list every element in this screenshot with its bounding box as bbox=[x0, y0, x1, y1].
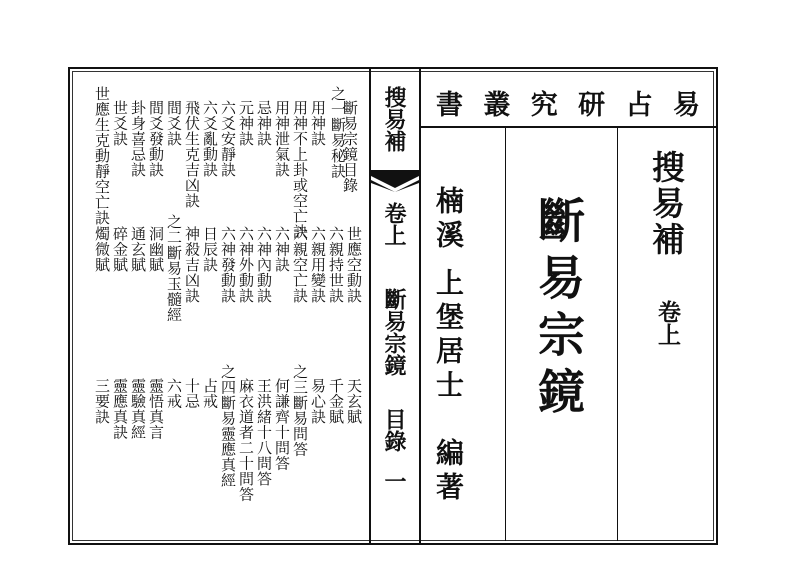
cover-center-title: 斷易宗鏡 bbox=[530, 196, 585, 424]
toc-item: 靈應真訣 bbox=[111, 378, 129, 440]
spine-section: 目錄 bbox=[381, 408, 407, 452]
toc-item: 六親用變訣 bbox=[309, 226, 327, 304]
toc-item: 靈悟真言 bbox=[147, 378, 165, 440]
series-band-rule bbox=[421, 126, 716, 128]
series-char: 占 bbox=[625, 89, 653, 121]
toc-item: 六神外動訣 bbox=[237, 226, 255, 304]
toc-item: 六神發動訣 bbox=[219, 226, 237, 304]
spine-left-rule bbox=[369, 67, 371, 545]
toc-item: 碎金賦 bbox=[111, 226, 129, 273]
spine-top-title: 搜易補 bbox=[381, 86, 407, 152]
toc-item: 六爻安靜訣 bbox=[219, 100, 237, 178]
toc-item: 占戒 bbox=[201, 378, 219, 409]
toc-section-heading: 之四斷易靈應真經 bbox=[219, 364, 237, 488]
toc-section-heading: 之一斷易秘訣 bbox=[329, 86, 347, 179]
toc-item: 麻衣道者二十問答 bbox=[237, 378, 255, 502]
toc-item: 忌神訣 bbox=[255, 100, 273, 147]
toc-item: 世爻訣 bbox=[111, 100, 129, 147]
toc-item: 千金賦 bbox=[327, 378, 345, 425]
series-char: 研 bbox=[578, 89, 606, 121]
toc-item: 天玄賦 bbox=[345, 378, 363, 425]
spine-page-number: 一 bbox=[381, 470, 407, 492]
toc-item: 靈驗真經 bbox=[129, 378, 147, 440]
series-char: 易 bbox=[672, 89, 700, 121]
toc-item: 洞幽賦 bbox=[147, 226, 165, 273]
author-line: 上堡居士 編著 bbox=[432, 268, 465, 506]
toc-item: 通玄賦 bbox=[129, 226, 147, 273]
toc-item: 燭微賦 bbox=[93, 226, 111, 273]
toc-item: 六神訣 bbox=[273, 226, 291, 273]
toc-item: 間爻訣 bbox=[165, 100, 183, 147]
toc-item: 六戒 bbox=[165, 378, 183, 409]
toc-section-heading: 之三斷易問答 bbox=[291, 364, 309, 457]
spine-right-rule bbox=[419, 67, 421, 545]
toc-section-heading: 之二斷易玉髓經 bbox=[165, 214, 183, 323]
author-column-rule bbox=[505, 128, 506, 541]
toc-item: 何謙齊十問答 bbox=[273, 378, 291, 471]
author-name: 楠溪 bbox=[432, 186, 465, 254]
spine-volume: 卷上 bbox=[381, 202, 407, 246]
toc-heading: 斷易宗鏡目錄 bbox=[341, 100, 359, 193]
toc-item: 十忌 bbox=[183, 378, 201, 409]
toc-item: 卦身喜忌訣 bbox=[129, 100, 147, 178]
title-column-rule bbox=[617, 128, 618, 541]
toc-item: 世應生克動靜空亡訣 bbox=[93, 86, 111, 226]
toc-item: 六爻亂動訣 bbox=[201, 100, 219, 178]
toc-item: 易心訣 bbox=[309, 378, 327, 425]
toc-item: 世應空動訣 bbox=[345, 226, 363, 304]
toc-item: 六親持世訣 bbox=[327, 226, 345, 304]
toc-item: 六神內動訣 bbox=[255, 226, 273, 304]
series-char: 書 bbox=[436, 89, 463, 121]
series-title bbox=[424, 80, 712, 124]
cover-volume-right: 卷上 bbox=[654, 300, 681, 346]
toc-item: 元神訣 bbox=[237, 100, 255, 147]
series-char: 叢 bbox=[483, 89, 511, 121]
toc-item: 用神不上卦或空亡訣 bbox=[291, 100, 309, 240]
toc-item: 用神訣 bbox=[309, 100, 327, 147]
toc-item: 飛伏生克吉凶訣 bbox=[183, 100, 201, 209]
fishtail-mark bbox=[371, 170, 419, 192]
series-char: 究 bbox=[530, 89, 558, 121]
toc-item: 六親空亡訣 bbox=[291, 226, 309, 304]
spine-book-title: 斷易宗鏡 bbox=[381, 288, 407, 376]
toc-item: 王洪緒十八問答 bbox=[255, 378, 273, 487]
cover-title-right: 搜易補 bbox=[647, 150, 686, 258]
toc-item: 間爻發動訣 bbox=[147, 100, 165, 178]
toc-item: 三要訣 bbox=[93, 378, 111, 425]
toc-item: 日辰訣 bbox=[201, 226, 219, 273]
toc-item: 神殺吉凶訣 bbox=[183, 226, 201, 304]
toc-item: 用神泄氣訣 bbox=[273, 100, 291, 178]
